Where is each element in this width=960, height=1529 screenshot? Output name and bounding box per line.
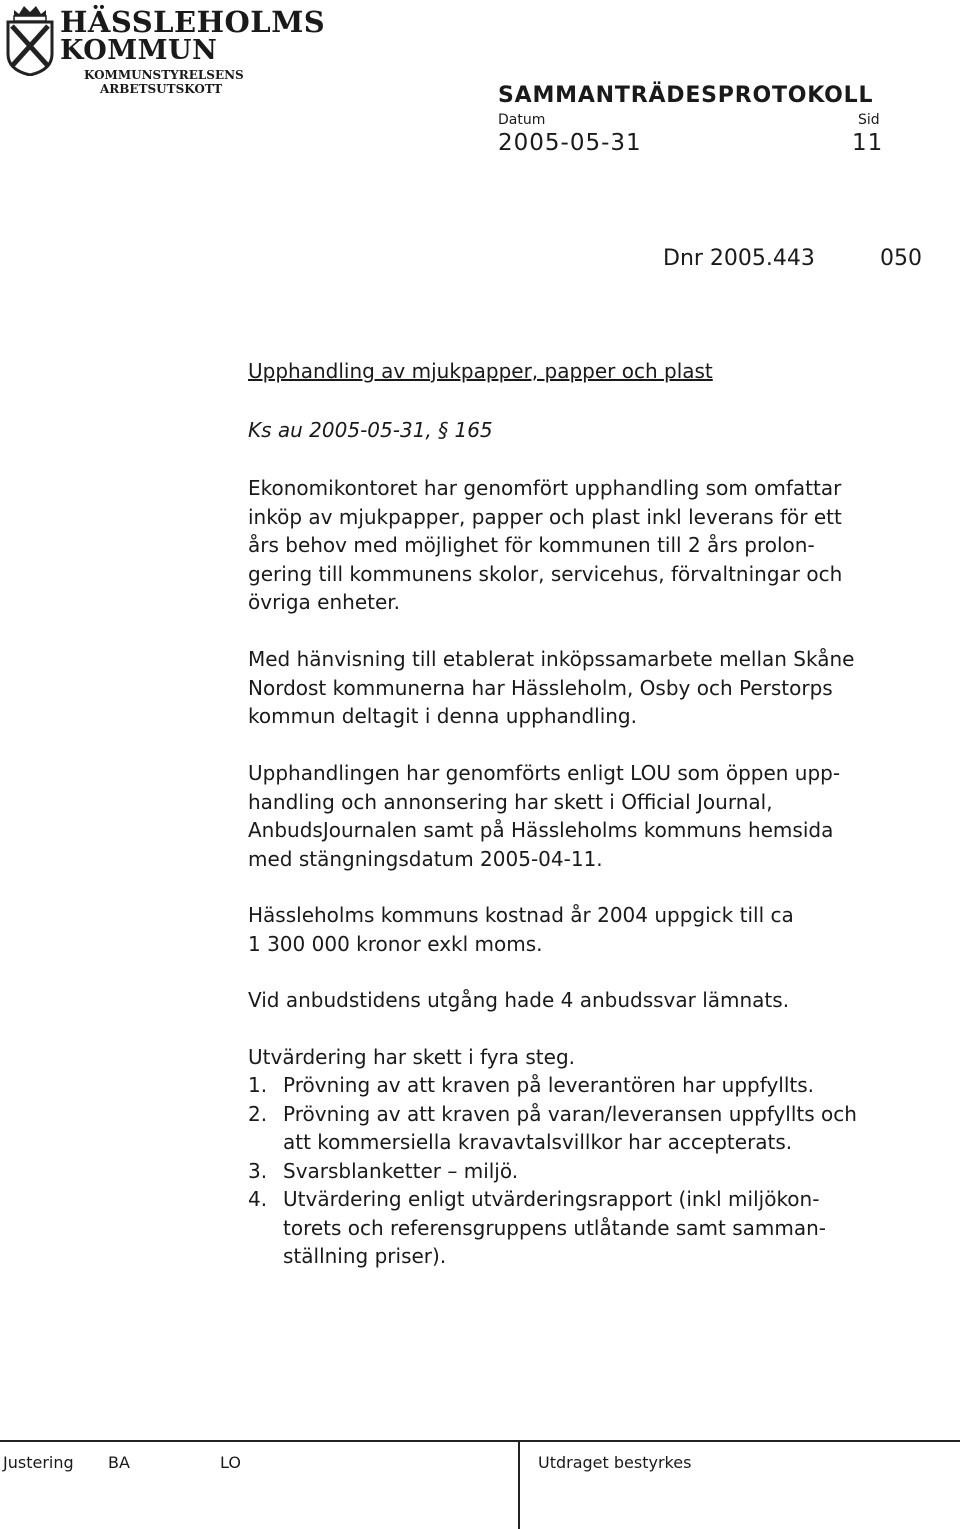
- dnr-code: 050: [880, 246, 922, 271]
- text-line: med stängningsdatum 2005-04-11.: [248, 846, 603, 871]
- subject-heading: Upphandling av mjukpapper, papper och plast: [248, 359, 713, 383]
- paragraph: [248, 901, 794, 958]
- text-line: Nordost kommunerna har Hässleholm, Osby och Perstorps: [248, 675, 833, 700]
- logo-org-line1: KOMMUNSTYRELSENS: [84, 68, 244, 82]
- document-type-title: SAMMANTRÄDESPROTOKOLL: [498, 83, 874, 108]
- text-line: Hässleholms kommuns kostnad år 2004 uppgick till ca: [248, 903, 794, 927]
- list-item: [248, 1071, 857, 1100]
- coat-of-arms-icon: [4, 2, 56, 76]
- list-item: [248, 1100, 857, 1157]
- text-line: års behov med möjlighet för kommunen till 2 års prolon-: [248, 533, 815, 557]
- list-item-number: 1.: [248, 1073, 268, 1097]
- text-line: övriga enheter.: [248, 590, 401, 614]
- text-line: kommun deltagit i denna upphandling.: [248, 704, 637, 728]
- text-line: Upphandlingen har genomförts enligt LOU som öppen upp-: [248, 761, 841, 785]
- utdrag-label: Utdraget bestyrkes: [538, 1453, 692, 1472]
- text-line: ställning priser).: [283, 1244, 447, 1268]
- paragraph: [248, 759, 840, 873]
- evaluation-steps-list: [248, 1071, 857, 1271]
- text-line: Utvärdering har skett i fyra steg.: [248, 1045, 575, 1069]
- paragraph: [248, 986, 789, 1015]
- list-item-number: 4.: [248, 1187, 268, 1211]
- text-line: Med hänvisning till etablerat inköpssamarbete mellan Skåne: [248, 647, 855, 671]
- footer-divider: [0, 1440, 960, 1442]
- dnr-label: Dnr 2005.443: [663, 246, 815, 271]
- text-line: Utvärdering enligt utvärderingsrapport (inkl miljökon-: [283, 1187, 820, 1211]
- text-line: gering till kommunens skolor, servicehus, förvaltningar och: [248, 561, 843, 586]
- date-value: 2005-05-31: [498, 130, 642, 156]
- paragraph: [248, 1043, 575, 1072]
- text-line: Prövning av att kraven på leverantören har uppfyllts.: [283, 1073, 815, 1097]
- text-line: AnbudsJournalen samt på Hässleholms kommuns hemsida: [248, 818, 834, 842]
- list-item-number: 2.: [248, 1101, 268, 1126]
- list-item: [248, 1185, 857, 1271]
- text-line: torets och referensgruppens utlåtande samt samman-: [283, 1215, 827, 1240]
- logo-name-line1: HÄSSLEHOLMS: [60, 5, 326, 39]
- reference-line: Ks au 2005-05-31, § 165: [248, 418, 493, 442]
- page-number: 11: [852, 130, 884, 156]
- text-line: inköp av mjukpapper, papper och plast inkl leverans för ett: [248, 504, 842, 529]
- logo-org-line2: ARBETSUTSKOTT: [100, 82, 223, 96]
- date-label: Datum: [498, 112, 546, 128]
- text-line: att kommersiella kravavtalsvillkor har accepterats.: [283, 1130, 793, 1154]
- paragraph: [248, 645, 854, 731]
- text-line: 1 300 000 kronor exkl moms.: [248, 931, 543, 956]
- list-item: [248, 1157, 857, 1186]
- text-line: Prövning av att kraven på varan/leveransen uppfyllts och: [283, 1101, 857, 1126]
- page-label: Sid: [858, 112, 880, 128]
- text-line: handling och annonsering har skett i Official Journal,: [248, 789, 773, 814]
- municipality-logo: [4, 2, 326, 102]
- list-item-number: 3.: [248, 1158, 268, 1183]
- footer-column-divider: [518, 1440, 520, 1529]
- text-line: Svarsblanketter – miljö.: [283, 1158, 519, 1183]
- text-line: Vid anbudstidens utgång hade 4 anbudssvar lämnats.: [248, 988, 790, 1012]
- paragraph: [248, 474, 842, 617]
- signer-initials: LO: [220, 1453, 241, 1472]
- logo-name-line2: KOMMUN: [60, 35, 218, 66]
- signer-initials: BA: [108, 1453, 130, 1472]
- justering-label: Justering: [3, 1453, 74, 1472]
- text-line: Ekonomikontoret har genomfört upphandling som omfattar: [248, 476, 842, 500]
